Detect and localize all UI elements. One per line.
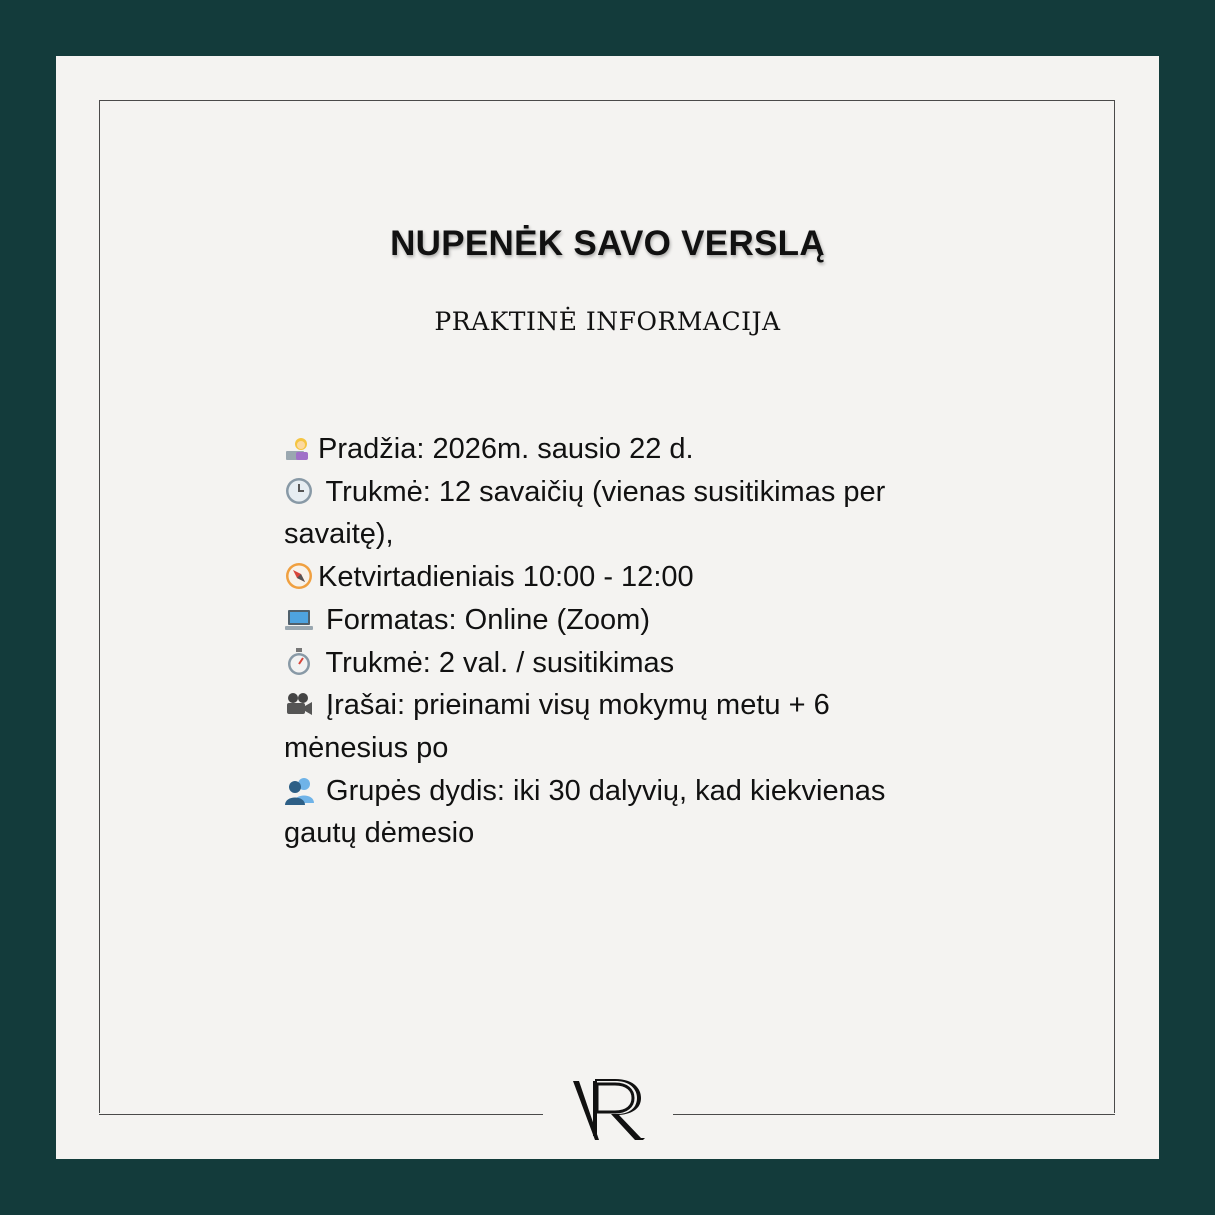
info-item-recordings [284,684,924,769]
compass-icon [284,561,316,591]
info-list [284,428,924,855]
info-item-text: Formatas: Online (Zoom) [318,603,650,636]
page-subtitle: PRAKTINĖ INFORMACIJA [434,307,781,336]
info-item-format [284,599,924,642]
info-item-text: Grupės dydis: iki 30 dalyvių, kad kiekvienas gautų dėmesio [284,774,886,850]
stopwatch-icon [284,647,316,677]
divider-right [673,1114,1115,1115]
vr-logo [571,1078,647,1142]
info-item-text: Trukmė: 2 val. / susitikimas [318,646,675,679]
clock-icon [284,476,316,506]
people-icon [284,775,316,805]
movie-camera-icon [284,689,316,719]
laptop-icon [284,604,316,634]
info-item-schedule [284,556,924,599]
info-card [56,56,1159,1159]
page-title: NUPENĖK SAVO VERSLĄ [390,224,825,263]
info-item-session-length [284,642,924,685]
info-item-text: Įrašai: prieinami visų mokymų metu + 6 mėnesius po [284,689,830,764]
info-item-text: Pradžia: 2026m. sausio 22 d. [318,433,694,465]
info-item-group-size [284,770,924,855]
info-item-duration [284,471,924,556]
info-item-text: Ketvirtadieniais 10:00 - 12:00 [318,561,694,594]
divider-left [99,1114,543,1115]
info-item-start [284,428,924,471]
info-item-text: Trukmė: 12 savaičių (vienas susitikimas per savaitę), [284,475,886,551]
person-laptop-icon [284,433,316,463]
